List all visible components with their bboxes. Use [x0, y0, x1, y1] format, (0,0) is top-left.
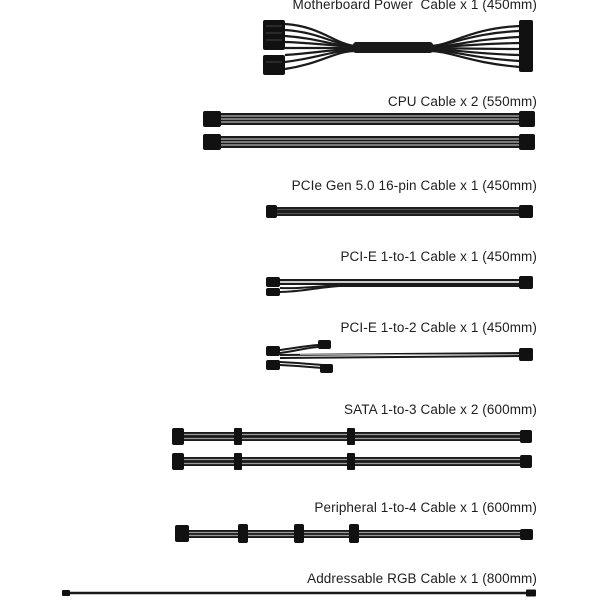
cable-label-motherboard: Motherboard Power Cable x 1 (450mm) — [292, 0, 537, 12]
cable-label-pcie-1to2: PCI-E 1-to-2 Cable x 1 (450mm) — [340, 320, 537, 335]
cable-label-pcie-gen5: PCIe Gen 5.0 16-pin Cable x 1 (450mm) — [291, 178, 537, 193]
cable-label-sata: SATA 1-to-3 Cable x 2 (600mm) — [344, 402, 537, 417]
cable-label-cpu: CPU Cable x 2 (550mm) — [387, 94, 537, 109]
cable-label-peripheral: Peripheral 1-to-4 Cable x 1 (600mm) — [314, 500, 537, 515]
cable-label-pcie-1to1: PCI-E 1-to-1 Cable x 1 (450mm) — [340, 249, 537, 264]
cable-label-argb: Addressable RGB Cable x 1 (800mm) — [307, 571, 537, 586]
